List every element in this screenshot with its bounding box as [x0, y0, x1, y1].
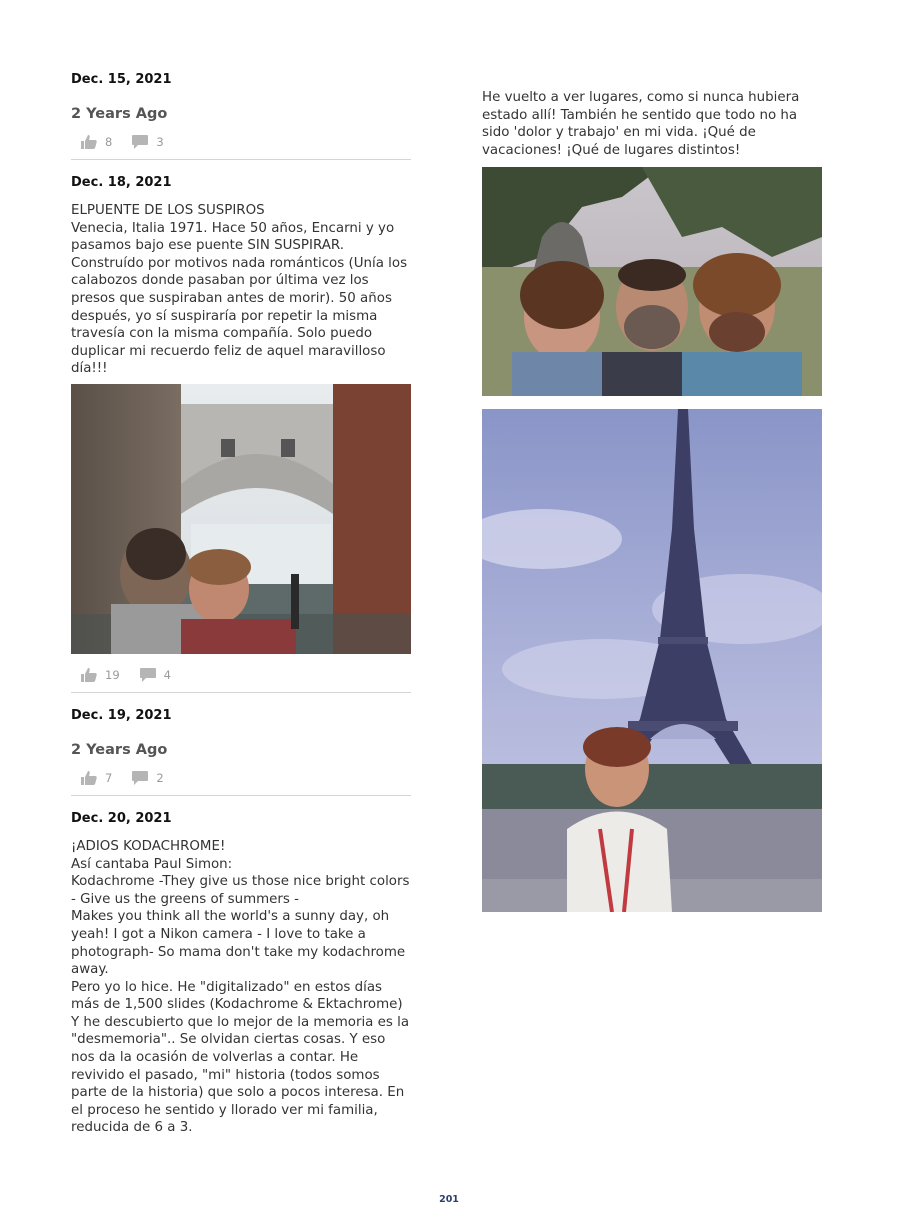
thumbs-up-icon[interactable] — [81, 771, 97, 785]
post-dec-18 — [71, 175, 411, 693]
post-dec-20 — [71, 811, 411, 1137]
venice-bridge-of-sighs-photo — [71, 384, 411, 654]
post-text: ELPUENTE DE LOS SUSPIROS Venecia, Italia 1971. Hace 50 años, Encarni y yo pasamos bajo ese puente SIN SUSPIRAR. Construído por motivos nada románticos (Unía los calabozos donde pasaban por última vez los presos que suspiraban antes de morir). 50 años después, yo sí suspiraría por repetir la misma travesía con la misma compañía. Solo puedo duplicar mi recuerdo feliz de aquel maravilloso día!!! — [71, 203, 408, 377]
speech-bubble-icon[interactable] — [132, 135, 148, 149]
post-dec-19 — [71, 708, 411, 796]
page-number: 201 — [439, 1194, 459, 1205]
three-men-portrait-photo — [482, 167, 822, 396]
like-count: 7 — [105, 770, 113, 785]
post-date: Dec. 20, 2021 — [71, 810, 172, 826]
divider — [71, 159, 411, 160]
speech-bubble-icon[interactable] — [132, 771, 148, 785]
post-text: He vuelto a ver lugares, como si nunca hubiera estado allí! También he sentido que todo no ha sido 'dolor y trabajo' en mi vida. ¡Qué de vacaciones! ¡Qué de lugares distintos! — [482, 90, 800, 158]
post-ago: 2 Years Ago — [71, 741, 168, 758]
eiffel-tower-photo — [482, 409, 822, 912]
post-date: Dec. 19, 2021 — [71, 707, 172, 723]
post-ago: 2 Years Ago — [71, 106, 168, 122]
post-date: Dec. 15, 2021 — [71, 72, 172, 87]
comment-count: 4 — [163, 667, 171, 682]
like-count: 19 — [105, 667, 120, 682]
reactions — [71, 768, 411, 788]
thumbs-up-icon[interactable] — [81, 668, 97, 682]
post-date: Dec. 18, 2021 — [71, 175, 172, 190]
comment-count: 3 — [156, 135, 164, 149]
thumbs-up-icon[interactable] — [81, 135, 97, 149]
right-column — [482, 89, 822, 159]
divider — [71, 795, 411, 796]
reactions — [71, 665, 411, 685]
divider — [71, 692, 411, 693]
speech-bubble-icon[interactable] — [140, 668, 156, 682]
left-column — [71, 66, 411, 1137]
post-dec-15 — [71, 72, 411, 160]
comment-count: 2 — [156, 770, 164, 785]
like-count: 8 — [105, 135, 113, 149]
post-text: ¡ADIOS KODACHROME! Así cantaba Paul Simon: Kodachrome -They give us those nice bright colors - Give us the greens of summers - Makes you think all the world's a sunny day, oh yeah! I got a Nikon camera - I love to take a photograph- So mama don't take my kodachrome away. Pero yo lo hice. He "digitalizado" en estos días más de 1,500 slides (Kodachrome & Ektachrome) Y he descubierto que lo mejor de la memoria es la "desmemoria".. Se olvidan ciertas cosas. Y eso nos da la ocasión de volverlas a contar. He revivido el pasado, "mi" historia (todos somos parte de la historia) que solo a pocos interesa. En el proceso he sentido y llorado ver mi familia, reducida de 6 a 3. — [71, 838, 410, 1136]
reactions — [71, 132, 411, 152]
